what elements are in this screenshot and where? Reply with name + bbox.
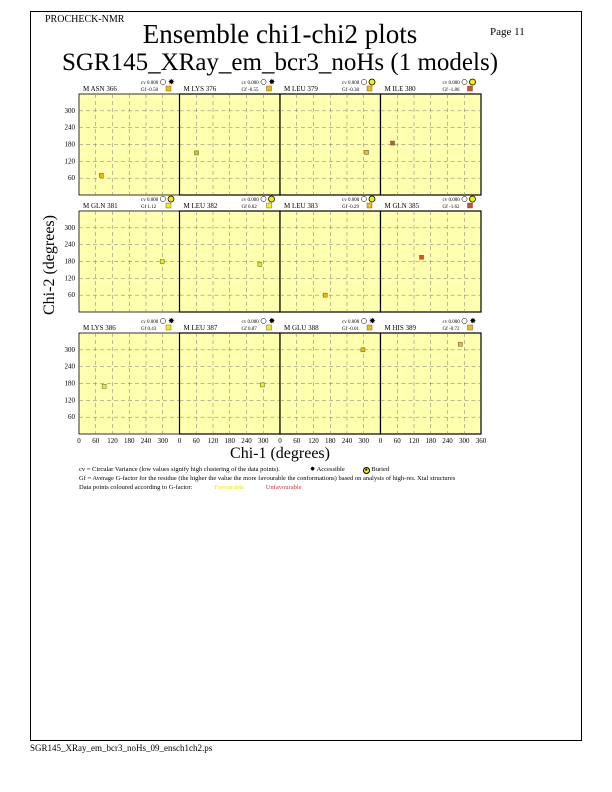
chart-title: Ensemble chi1-chi2 plots <box>142 19 418 49</box>
data-point <box>323 293 327 297</box>
y-tick-label: 60 <box>68 291 75 300</box>
y-tick-label: 300 <box>64 223 75 232</box>
y-tick-label: 240 <box>64 240 75 249</box>
gf-value: Gf 0.43 <box>141 327 157 332</box>
residue-label: M LEU 379 <box>284 85 318 93</box>
data-point <box>260 383 264 387</box>
data-point <box>361 348 365 352</box>
x-tick-label: 360 <box>475 437 487 445</box>
legend-favourable: Favourable <box>214 484 244 491</box>
x-tick-label: 60 <box>293 437 301 445</box>
gf-swatch <box>267 325 272 330</box>
legend-accessible: Accessible <box>316 466 345 473</box>
x-tick-label: 120 <box>207 437 219 445</box>
gf-value: Gf 0.62 <box>241 205 257 210</box>
clock-icon <box>462 196 467 201</box>
residue-label: M GLN 381 <box>83 202 118 210</box>
x-tick-label: 60 <box>393 437 401 445</box>
y-tick-label: 120 <box>64 396 75 405</box>
clock-icon <box>261 318 266 323</box>
gf-swatch <box>468 203 473 208</box>
data-point <box>258 262 262 266</box>
y-tick-label: 300 <box>64 345 75 354</box>
data-point <box>458 342 462 346</box>
data-point <box>391 141 395 145</box>
buried-icon <box>369 196 375 202</box>
gf-value: Gf -1.86 <box>442 88 460 93</box>
clock-icon <box>361 79 366 84</box>
data-point <box>195 151 199 155</box>
residue-label: M LEU 382 <box>183 202 218 210</box>
x-tick-label: 60 <box>192 437 200 445</box>
accessible-icon: ✸ <box>168 77 175 87</box>
gf-value: Gf -0.58 <box>141 88 158 93</box>
program-name: PROCHECK-NMR <box>45 14 125 25</box>
x-tick-label: 300 <box>358 437 369 445</box>
legend-cv-text: cv = Circular Variance (low values signify high clustering of the data points). <box>79 466 280 473</box>
x-tick-label: 120 <box>308 437 319 445</box>
gf-value: Gf -0.55 <box>241 88 259 93</box>
y-axis-label: Chi-2 (degrees) <box>41 215 58 315</box>
cv-value: cv 0.000 <box>141 198 159 203</box>
x-tick-label: 0 <box>77 437 81 445</box>
y-tick-label: 300 <box>64 106 75 115</box>
y-tick-label: 60 <box>68 413 75 422</box>
y-tick-label: 240 <box>64 362 75 371</box>
accessible-icon: ✸ <box>268 316 276 326</box>
buried-icon <box>470 79 476 85</box>
residue-label: M LYS 376 <box>183 85 217 93</box>
gf-swatch <box>267 203 272 208</box>
x-tick-label: 0 <box>177 437 182 445</box>
clock-icon <box>361 318 366 323</box>
data-point <box>160 260 164 264</box>
legend-colours-text: Data points coloured according to G-factor: <box>79 484 193 491</box>
cv-value: cv 0.000 <box>141 81 159 86</box>
buried-icon <box>269 196 275 202</box>
x-tick-label: 60 <box>92 437 100 445</box>
cv-value: cv 0.000 <box>141 320 159 325</box>
buried-icon <box>369 79 375 85</box>
y-tick-label: 180 <box>64 379 75 388</box>
accessible-icon: ✸ <box>168 316 175 326</box>
legend-gf: Gf = Average G-factor for the residue (the higher the value the more favourable the conformations) based on analysis of high-res. Xtal structures <box>79 475 456 482</box>
gf-swatch <box>166 325 171 330</box>
accessible-icon: ✸ <box>309 466 316 473</box>
x-tick-label: 300 <box>157 437 168 445</box>
y-tick-label: 120 <box>64 274 75 283</box>
x-tick-label: 240 <box>442 437 453 445</box>
x-tick-label: 300 <box>258 437 269 445</box>
clock-icon <box>160 318 165 323</box>
x-tick-label: 240 <box>241 437 252 445</box>
y-tick-label: 120 <box>64 157 75 166</box>
gf-swatch <box>367 203 372 208</box>
y-tick-label: 180 <box>64 257 75 266</box>
residue-label: M ASN 366 <box>83 85 117 93</box>
gf-value: Gf -0.72 <box>442 327 460 332</box>
data-point <box>365 150 369 154</box>
cv-value: cv 0.000 <box>442 81 460 86</box>
footer-filename: SGR145_XRay_em_bcr3_noHs_09_ensch1ch2.ps <box>30 743 213 753</box>
accessible-icon: ✸ <box>469 316 477 326</box>
cv-value: cv 0.000 <box>342 320 360 325</box>
x-tick-label: 180 <box>425 437 436 445</box>
residue-label: M HIS 389 <box>384 324 417 332</box>
gf-value: Gf 0.87 <box>241 327 257 332</box>
buried-icon: ● <box>364 468 368 473</box>
gf-swatch <box>367 86 372 91</box>
x-tick-label: 180 <box>124 437 135 445</box>
cv-value: cv 0.000 <box>342 81 360 86</box>
clock-icon <box>361 196 366 201</box>
gf-value: Gf -0.38 <box>342 88 359 93</box>
gf-swatch <box>367 325 372 330</box>
data-point <box>420 255 424 259</box>
gf-swatch <box>468 86 473 91</box>
cv-value: cv 0.000 <box>241 198 259 203</box>
y-tick-label: 180 <box>64 140 75 149</box>
clock-icon <box>462 79 467 84</box>
x-tick-label: 120 <box>408 437 420 445</box>
residue-label: M ILE 380 <box>384 85 416 93</box>
page-number: Page 11 <box>490 26 525 38</box>
gf-swatch <box>166 203 171 208</box>
gf-swatch <box>166 86 171 91</box>
data-point <box>102 384 106 388</box>
gf-value: Gf -0.01 <box>342 327 359 332</box>
legend-buried: Buried <box>371 466 390 473</box>
legend-colours <box>79 484 302 492</box>
clock-icon <box>160 196 165 201</box>
cv-value: cv 0.000 <box>342 198 360 203</box>
y-tick-label: 240 <box>64 123 75 132</box>
x-axis-label: Chi-1 (degrees) <box>230 445 330 462</box>
x-tick-label: 240 <box>341 437 353 445</box>
legend-cv <box>79 466 389 475</box>
x-tick-label: 300 <box>459 437 470 445</box>
gf-swatch <box>468 325 473 330</box>
cv-value: cv 0.000 <box>241 81 259 86</box>
residue-label: M LEU 387 <box>183 324 218 332</box>
gf-swatch <box>267 86 272 91</box>
gf-value: Gf -0.29 <box>342 205 359 210</box>
data-point <box>99 173 103 177</box>
residue-label: M LYS 386 <box>83 324 116 332</box>
x-tick-label: 180 <box>325 437 336 445</box>
chart-subtitle: SGR145_XRay_em_bcr3_noHs (1 models) <box>61 49 499 76</box>
clock-icon <box>462 318 467 323</box>
clock-icon <box>261 79 266 84</box>
accessible-icon: ✸ <box>268 77 276 87</box>
residue-label: M GLN 385 <box>384 202 420 210</box>
buried-icon <box>470 196 476 202</box>
cv-value: cv 0.000 <box>442 320 460 325</box>
x-tick-label: 120 <box>107 437 118 445</box>
x-tick-label: 0 <box>378 437 383 445</box>
clock-icon <box>160 79 165 84</box>
residue-label: M GLU 388 <box>284 324 319 332</box>
x-tick-label: 240 <box>140 437 152 445</box>
gf-value: Gf 1.12 <box>141 205 157 210</box>
buried-icon <box>168 196 174 202</box>
x-tick-label: 180 <box>224 437 235 445</box>
y-tick-label: 60 <box>68 174 75 183</box>
accessible-icon: ✸ <box>369 316 376 326</box>
gf-value: Gf -1.62 <box>442 205 460 210</box>
cv-value: cv 0.000 <box>241 320 259 325</box>
legend-unfavourable: Unfavourable <box>265 484 302 491</box>
residue-label: M LEU 383 <box>284 202 318 210</box>
x-tick-label: 0 <box>278 437 282 445</box>
clock-icon <box>261 196 266 201</box>
cv-value: cv 0.000 <box>442 198 460 203</box>
